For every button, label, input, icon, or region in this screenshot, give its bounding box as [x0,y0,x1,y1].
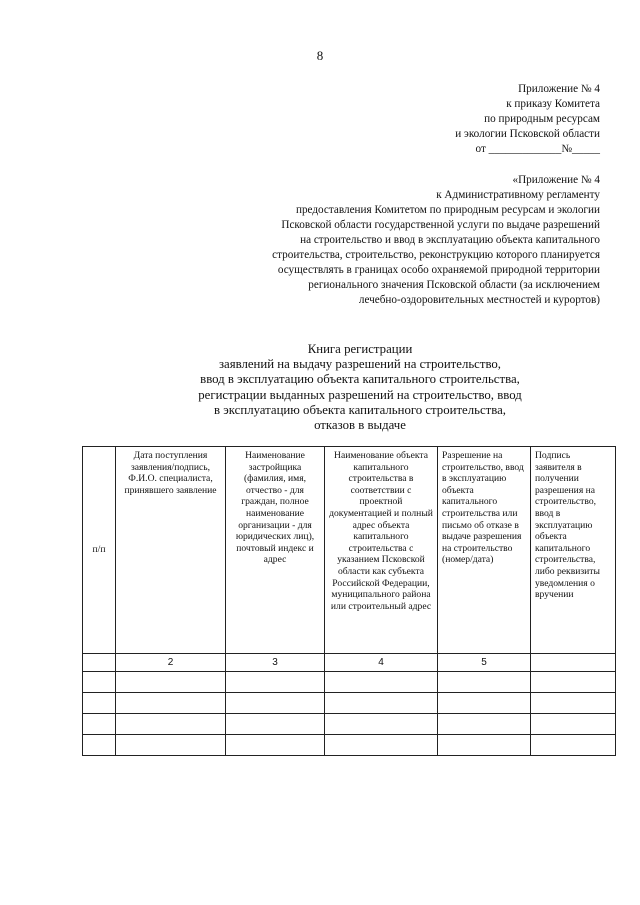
table-cell [438,672,531,693]
regulation-appendix-block [272,173,600,308]
column-number-cell: 3 [226,654,325,672]
table-cell [226,735,325,756]
table-cell [83,672,116,693]
table-cell [83,693,116,714]
regulation-appendix-line: регионального значения Псковской области (за исключением [308,279,600,291]
regulation-appendix-line: строительства, строительство, реконструкцию которого планируется [272,249,600,261]
table-cell [116,714,226,735]
table-cell [325,714,438,735]
table-cell [531,693,616,714]
table-cell [325,672,438,693]
registration-table [82,446,616,756]
table-cell [325,735,438,756]
regulation-appendix-line: осуществлять в границах особо охраняемой природной территории [277,264,600,276]
table-cell [226,672,325,693]
header-cell-object: Наименование объекта капитального строительства в соответствии с проектной документацией и полный адрес объекта капитального строительства с указанием Псковской области как субъекта Российской Федерации, муниципального района или строительный адрес [325,447,438,654]
table-cell [116,672,226,693]
header-cell-developer: Наименование застройщика (фамилия, имя, отчество - для граждан, полное наименование организации - для юридических лиц), почтовый индекс и адрес [226,447,325,654]
table-cell [531,714,616,735]
regulation-appendix-line: лечебно-оздоровительных местностей и курортов) [358,294,600,306]
table-cell [438,693,531,714]
table-cell [83,714,116,735]
table-cell [438,735,531,756]
column-number-cell [531,654,616,672]
table-cell [325,693,438,714]
book-title-line: Книга регистрации [307,342,413,356]
regulation-appendix-line: предоставления Комитетом по природным ресурсам и экологии [295,204,600,216]
table-cell [116,693,226,714]
table-cell [116,735,226,756]
header-cell-number: п/п [83,447,116,654]
table-row [83,714,616,735]
page-number: 8 [316,48,324,63]
regulation-appendix-line: Псковской области государственной услуги по выдаче разрешений [281,219,600,231]
table-header-row [83,447,616,654]
order-appendix-line: Приложение № 4 [518,83,600,95]
book-title-line: в эксплуатацию объекта капитального строительства, [214,402,506,417]
order-appendix-line: к приказу Комитета [506,98,600,110]
order-appendix-date-line: от _____________№_____ [475,143,600,155]
table-cell [226,714,325,735]
header-cell-date-received: Дата поступления заявления/подпись, Ф.И.О. специалиста, принявшего заявление [116,447,226,654]
regulation-appendix-line: «Приложение № 4 [512,174,600,186]
book-title-line: регистрации выданных разрешений на строительство, ввод [198,387,522,402]
order-appendix-block [455,82,600,157]
table-cell [531,672,616,693]
book-title-line: ввод в эксплуатацию объекта капитального строительства, [200,372,520,387]
header-cell-signature: Подпись заявителя в получении разрешения на строительство, ввод в эксплуатацию объекта капитального строительства, либо реквизиты уведомления о вручении [531,447,616,654]
column-number-cell [83,654,116,672]
table-cell [226,693,325,714]
table-cell [438,714,531,735]
column-number-cell: 5 [438,654,531,672]
order-appendix-line: и экологии Псковской области [455,128,600,140]
table-row [83,693,616,714]
table-cell [531,735,616,756]
regulation-appendix-line: к Административному регламенту [436,189,600,201]
column-number-cell: 4 [325,654,438,672]
book-title-line: заявлений на выдачу разрешений на строительство, [219,357,501,372]
column-number-cell: 2 [116,654,226,672]
regulation-appendix-line: на строительство и ввод в эксплуатацию объекта капитального [300,234,600,246]
table-cell [83,735,116,756]
column-number-row [83,654,616,672]
table-row [83,735,616,756]
header-cell-permit: Разрешение на строительство, ввод в эксплуатацию объекта капитального строительства или письмо об отказе в выдаче разрешения на строительство (номер/дата) [438,447,531,654]
table-row [83,672,616,693]
order-appendix-line: по природным ресурсам [484,113,600,125]
book-title-line: отказов в выдаче [314,418,406,433]
book-title [140,342,580,433]
